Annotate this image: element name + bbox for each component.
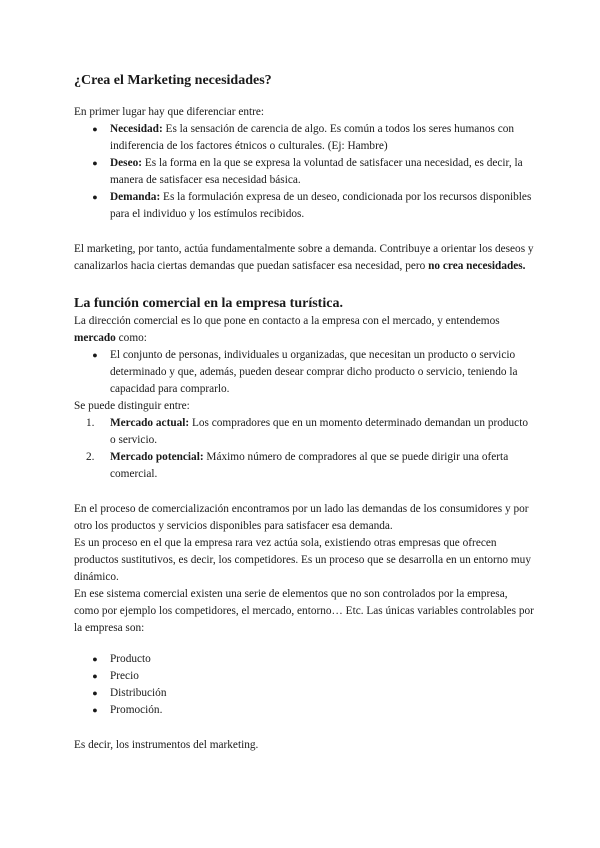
- term-label: Mercado actual:: [110, 417, 190, 429]
- term-text: Es la formulación expresa de un deseo, condicionada por los recursos disponibles para el individuo y los estímulos recibidos.: [110, 191, 532, 220]
- item-number: 2.: [86, 451, 95, 463]
- list-item: [74, 651, 534, 668]
- numbered-item: [74, 415, 534, 449]
- market-definition-text: El conjunto de personas, individuales u organizadas, que necesitan un producto o servicio determinado y que, además, pueden desear comprar dicho producto o servicio, teniendo la capacidad para comprarlo.: [110, 349, 518, 395]
- bullet-icon: ●: [92, 671, 98, 681]
- section-title-marketing-needs: ¿Crea el Marketing necesidades?: [74, 73, 272, 88]
- bullet-icon: ●: [92, 688, 98, 698]
- term-label: Mercado potencial:: [110, 451, 204, 463]
- list-item: [74, 347, 534, 398]
- market-bold: mercado: [74, 332, 116, 344]
- conclusion-text: El marketing, por tanto, actúa fundamentalmente sobre a demanda. Contribuye a orientar los deseos y canalizarlos hacia ciertas demandas que puedan satisfacer esa necesidad, pero: [74, 243, 534, 272]
- item-number: 1.: [86, 417, 95, 429]
- market-intro-text: La dirección comercial es lo que pone en contacto a la empresa con el mercado, y entendemos: [74, 315, 500, 327]
- bullet-icon: ●: [92, 654, 98, 664]
- term-label: Necesidad:: [110, 123, 163, 135]
- term-text: Es la sensación de carencia de algo. Es común a todos los seres humanos con indiferencia de los factores étnicos o culturales. (Ej: Hambre): [110, 123, 515, 152]
- list-item: [74, 685, 534, 702]
- list-item: [74, 702, 534, 719]
- list-item: [74, 155, 534, 189]
- list-item: [74, 668, 534, 685]
- bullet-icon: ●: [92, 350, 98, 360]
- term-text: Máximo número de compradores al que se puede dirigir una oferta comercial.: [110, 451, 509, 480]
- variable-label: Promoción.: [110, 704, 163, 716]
- variables-list: [74, 651, 534, 719]
- conclusion-paragraph: [74, 241, 534, 275]
- closing-paragraph: Es decir, los instrumentos del marketing.: [74, 739, 259, 751]
- term-label: Deseo:: [110, 157, 142, 169]
- bullet-icon: ●: [92, 158, 98, 168]
- variable-label: Producto: [110, 653, 151, 665]
- list-item: [74, 189, 534, 223]
- distinguish-paragraph: Se puede distinguir entre:: [74, 400, 190, 412]
- term-text: Los compradores que en un momento determinado demandan un producto o servicio.: [110, 417, 528, 446]
- process-paragraph-2: Es un proceso en el que la empresa rara vez actúa sola, existiendo otras empresas que ofrecen productos sustitutivos, es decir, los competidores. Es un proceso que se desarrolla en un entorno muy dinámico.: [74, 537, 531, 583]
- conclusion-bold: no crea necesidades.: [428, 260, 526, 272]
- process-paragraph-1: En el proceso de comercialización encontramos por un lado las demandas de los consumidores y por otro los productos y servicios disponibles para satisfacer esa demanda.: [74, 503, 529, 532]
- variable-label: Precio: [110, 670, 139, 682]
- term-label: Demanda:: [110, 191, 161, 203]
- document-content: [74, 72, 534, 754]
- market-types-list: [74, 415, 534, 483]
- list-item: [74, 121, 534, 155]
- bullet-icon: ●: [92, 705, 98, 715]
- intro-paragraph: En primer lugar hay que diferenciar entre:: [74, 106, 265, 118]
- definitions-list: [74, 121, 534, 223]
- bullet-icon: ●: [92, 124, 98, 134]
- market-definition-list: [74, 347, 534, 398]
- term-text: Es la forma en la que se expresa la voluntad de satisfacer una necesidad, es decir, la manera de satisfacer esa necesidad básica.: [110, 157, 523, 186]
- numbered-item: [74, 449, 534, 483]
- market-intro-end: como:: [115, 332, 147, 344]
- variable-label: Distribución: [110, 687, 167, 699]
- process-paragraph-3: En ese sistema comercial existen una serie de elementos que no son controlados por la empresa, como por ejemplo los competidores, el mercado, entorno… Etc. Las únicas variables controlables por la empresa son:: [74, 588, 534, 634]
- bullet-icon: ●: [92, 192, 98, 202]
- section-title-commercial-function: La función comercial en la empresa turística.: [74, 296, 343, 311]
- market-intro-paragraph: [74, 313, 534, 347]
